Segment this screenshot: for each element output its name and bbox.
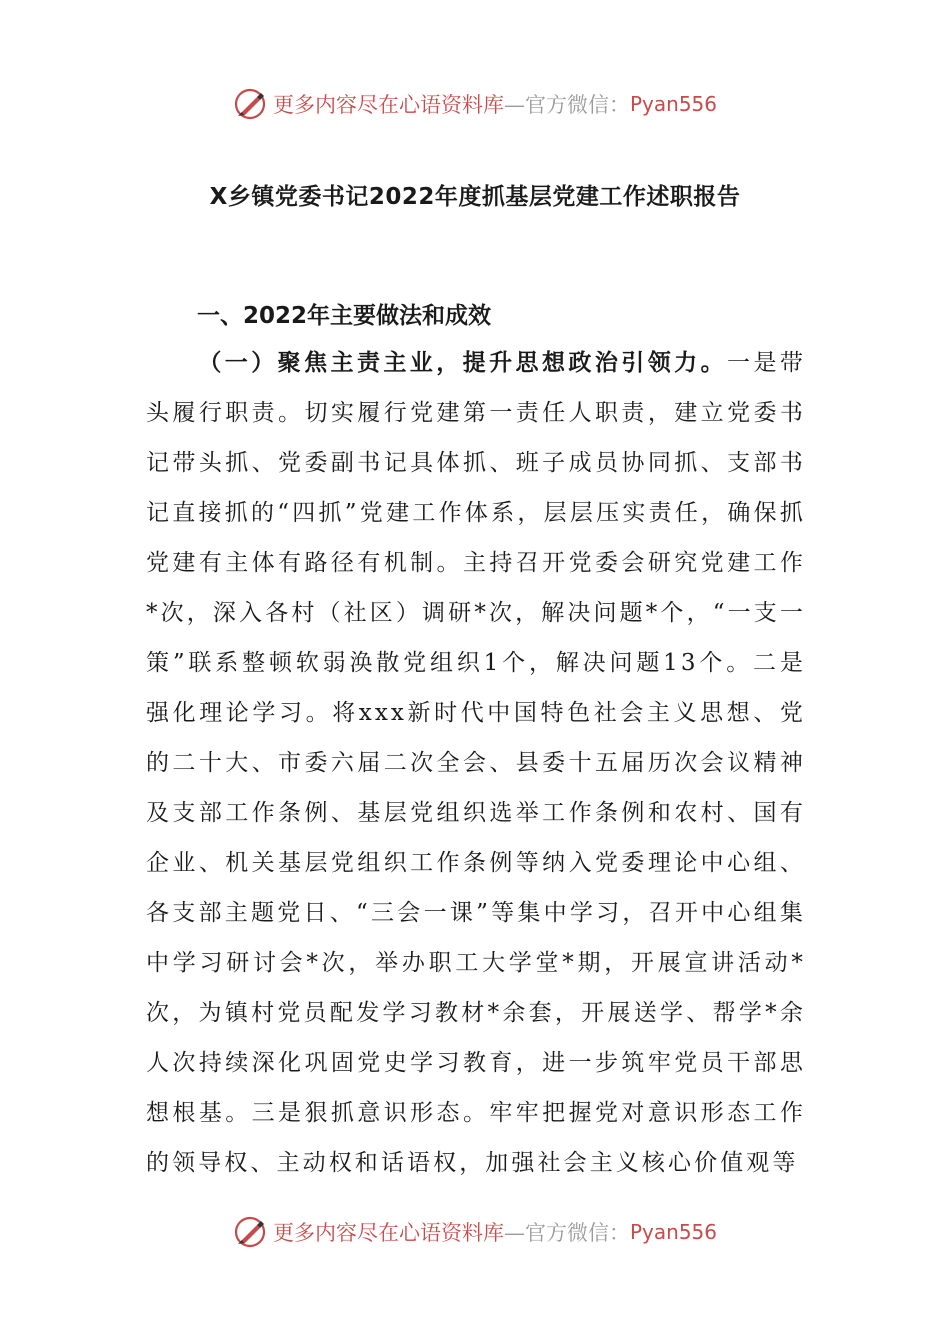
- watermark-footer: [0, 1212, 950, 1252]
- document-title: X乡镇党委书记2022年度抓基层党建工作述职报告: [209, 184, 741, 210]
- watermark-separator: —官方微信：: [503, 93, 630, 117]
- pen-logo-icon: [233, 87, 267, 121]
- watermark-header: [0, 84, 950, 124]
- watermark-id: Pyan556: [629, 1220, 717, 1244]
- watermark-separator: —官方微信：: [503, 1221, 630, 1245]
- watermark-text: 更多内容尽在心语资料库: [272, 1221, 504, 1245]
- body-paragraph: [146, 338, 806, 1188]
- watermark-text: 更多内容尽在心语资料库: [272, 93, 504, 117]
- watermark-id: Pyan556: [629, 92, 717, 116]
- paragraph-body: 一是带头履行职责。切实履行党建第一责任人职责，建立党委书记带头抓、党委副书记具体抓、班子成员协同抓、支部书记直接抓的“四抓”党建工作体系，层层压实责任，确保抓党建有主体有路径有机制。主持召开党委会研究党建工作*次，深入各村（社区）调研*次，解决问题*个，“一支一策”联系整顿软弱涣散党组织1个，解决问题13个。二是强化理论学习。将xxx新时代中国特色社会主义思想、党的二十大、市委六届二次全会、县委十五届历次会议精神及支部工作条例、基层党组织选举工作条例和农村、国有企业、机关基层党组织工作条例等纳入党委理论中心组、各支部主题党日、“三会一课”等集中学习，召开中心组集中学习研讨会*次，举办职工大学堂*期，开展宣讲活动*次，为镇村党员配发学习教材*余套，开展送学、帮学*余人次持续深化巩固党史学习教育，进一步筑牢党员干部思想根基。三是狠抓意识形态。牢牢把握党对意识形态工作的领导权、主动权和话语权，加强社会主义核心价值观等: [146, 350, 806, 1176]
- pen-logo-icon: [233, 1215, 267, 1249]
- paragraph-lead: （一）聚焦主责主业，提升思想政治引领力。: [198, 350, 728, 376]
- section-heading: 一、2022年主要做法和成效: [197, 303, 492, 329]
